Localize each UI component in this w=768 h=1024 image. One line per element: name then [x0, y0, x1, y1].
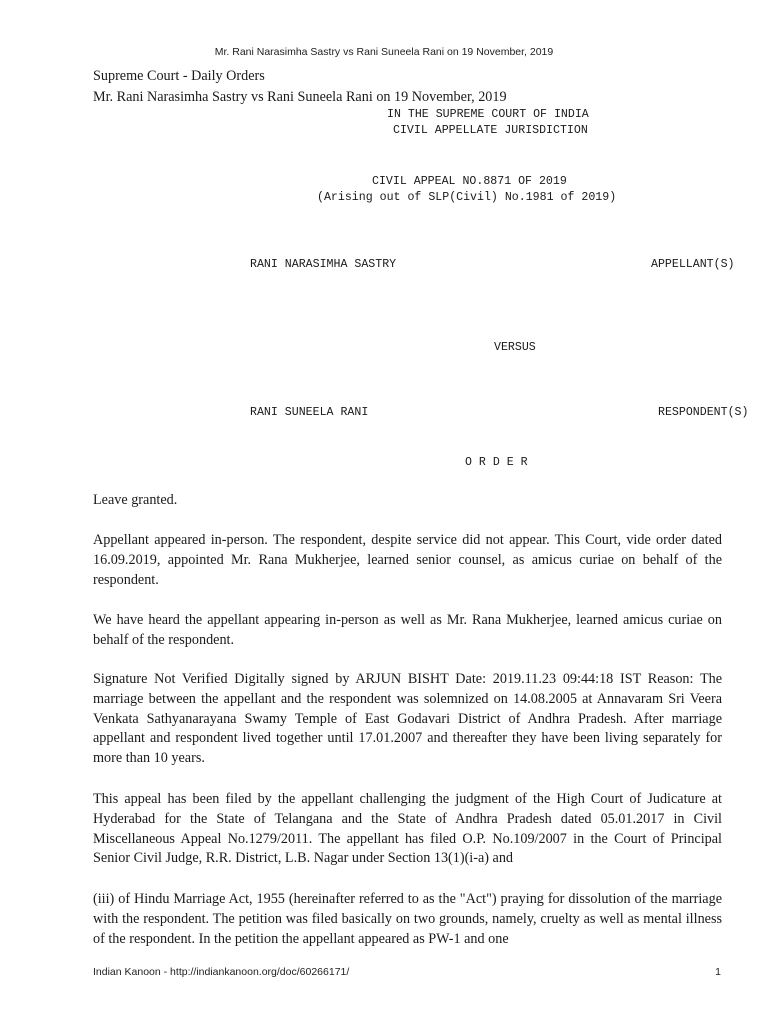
case-title: Mr. Rani Narasimha Sastry vs Rani Suneela Rani on 19 November, 2019	[93, 89, 507, 105]
court-line: Supreme Court - Daily Orders	[93, 68, 265, 84]
paragraph-hindu-marriage-act: (iii) of Hindu Marriage Act, 1955 (hereinafter referred to as the "Act") praying for dissolution of the marriage with the respondent. The petition was filed basically on two grounds, namely, cruelty as well as mental illness of the respondent. In the petition the appellant appeared as PW-1 and one	[93, 891, 722, 947]
order-heading: O R D E R	[465, 456, 528, 469]
paragraph-appeal-filed: This appeal has been filed by the appellant challenging the judgment of the High Court of Judicature at Hyderabad for the State of Telangana and the State of Andhra Pradesh dated 05.01.2017 in Civil Miscellaneous Appeal No.1279/2011. The appellant has filed O.P. No.109/2007 in the Court of Principal Senior Civil Judge, R.R. District, L.B. Nagar under Section 13(1)(i-a) and	[93, 791, 722, 867]
court-name: IN THE SUPREME COURT OF INDIA	[387, 108, 589, 121]
versus-label: VERSUS	[494, 341, 536, 354]
jurisdiction: CIVIL APPELLATE JURISDICTION	[393, 124, 588, 137]
footer-source: Indian Kanoon - http://indiankanoon.org/doc/60266171/	[93, 966, 350, 978]
respondent-role: RESPONDENT(S)	[658, 406, 749, 419]
appellant-name: RANI NARASIMHA SASTRY	[250, 258, 397, 271]
paragraph-marriage-facts: Signature Not Verified Digitally signed by ARJUN BISHT Date: 2019.11.23 09:44:18 IST Reason: The marriage between the appellant and the respondent was solemnized on 14.08.2005 at Annavaram Sri Veera Venkata Sathyanarayana Swamy Temple of East Godavari District of Andhra Pradesh. After marriage appellant and respondent lived together until 17.01.2007 and thereafter they have been living separately for more than 10 years.	[93, 671, 722, 767]
paragraph-appearance: Appellant appeared in-person. The respondent, despite service did not appear. This Court, vide order dated 16.09.2019, appointed Mr. Rana Mukherjee, learned senior counsel, as amicus curiae on behalf of the respondent.	[93, 532, 722, 588]
appellant-role: APPELLANT(S)	[651, 258, 735, 271]
paragraph-hearing: We have heard the appellant appearing in-person as well as Mr. Rana Mukherjee, learned amicus curiae on behalf of the respondent.	[93, 612, 722, 648]
paragraph-leave-granted: Leave granted.	[93, 492, 178, 508]
appeal-number: CIVIL APPEAL NO.8871 OF 2019	[372, 175, 567, 188]
running-header: Mr. Rani Narasimha Sastry vs Rani Suneela Rani on 19 November, 2019	[214, 46, 554, 58]
footer-page-number: 1	[715, 966, 721, 978]
arising-out-of: (Arising out of SLP(Civil) No.1981 of 2019)	[317, 191, 617, 204]
respondent-name: RANI SUNEELA RANI	[250, 406, 369, 419]
